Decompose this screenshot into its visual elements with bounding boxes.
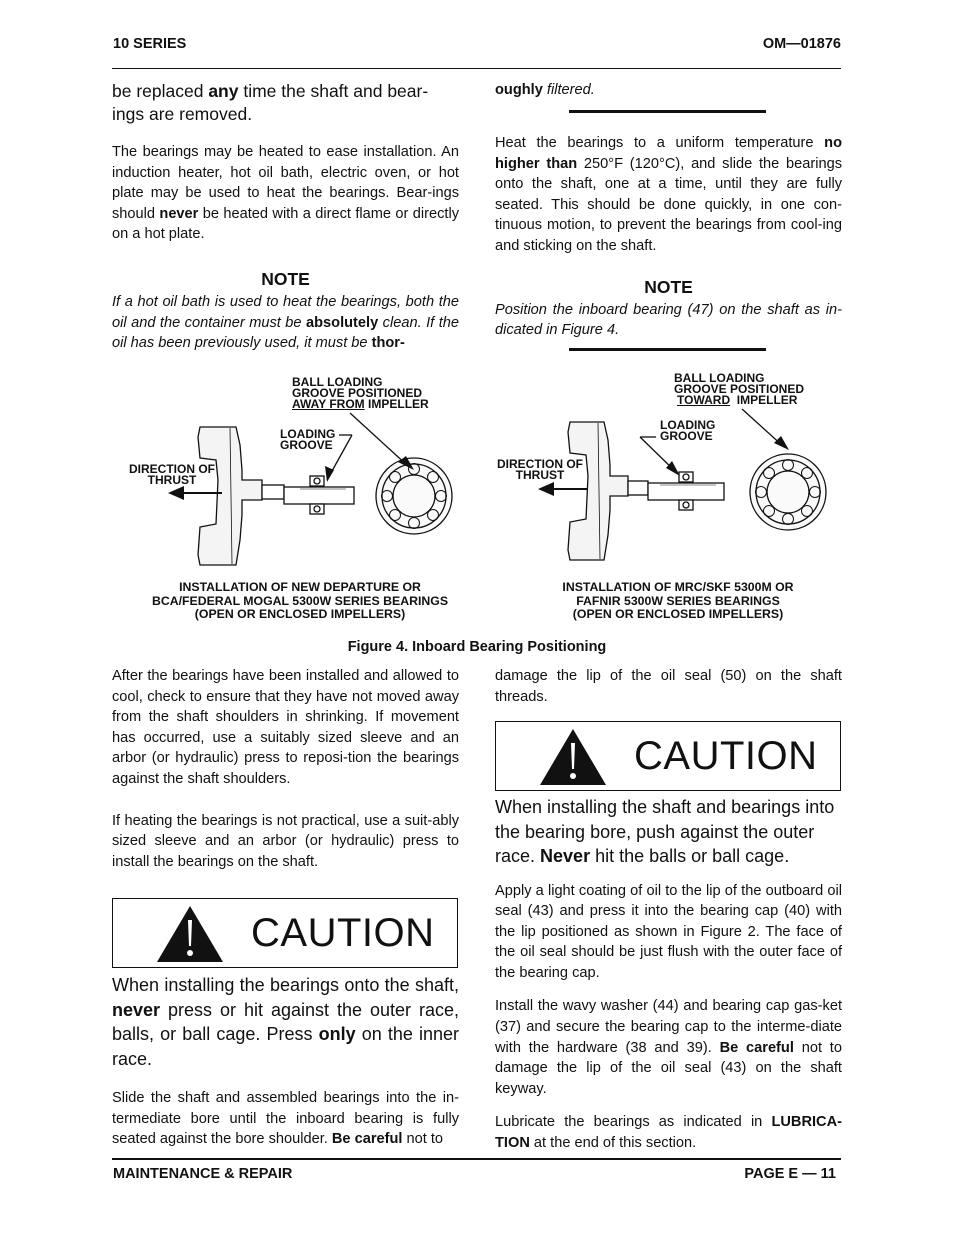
paragraph-damage-seal: damage the lip of the oil seal (50) on the shaft threads. (495, 668, 842, 705)
caution-heading: CAUTION (251, 911, 435, 955)
label-ball-loading-left: BALL LOADING GROOVE POSITIONED AWAY FROM IMPELLER (292, 375, 429, 411)
footer-rule (112, 1158, 841, 1160)
paragraph-replace: be replaced any time the shaft and bear-ings are removed. (112, 81, 429, 124)
caution-text-bearings: When installing the bearings onto the shaft, never press or hit against the outer race, balls, or ball cage. Press only on the inner race. (112, 975, 460, 1069)
label-ball-loading-right: BALL LOADING GROOVE POSITIONED TOWARD IMPELLER (674, 371, 805, 407)
paragraph-heat-bearings: Heat the bearings to a uniform temperature no higher than 250°F (120°C), and slide the bearings onto the shaft, one at a time, until they are fully seated. This should be done quickly, in one con-tinuous motion, to prevent the bearings from cool-ing and sticking on the shaft. (495, 135, 842, 254)
note-title: NOTE (644, 276, 693, 297)
header-doc-number: OM—01876 (762, 36, 841, 52)
warning-triangle-icon (538, 727, 608, 787)
footer-page-number: PAGE E — 11 (744, 1166, 836, 1182)
caption-left-figure: INSTALLATION OF NEW DEPARTURE OR BCA/FEDERAL MOGAL 5300W SERIES BEARINGS (OPEN OR ENCLOSED IMPELLERS) (151, 580, 449, 621)
paragraph-after-install: After the bearings have been installed and allowed to cool, check to ensure that they have not moved away from the shaft shoulders in shrinking. If movement has occurred, use a suitably sized sleeve and an arbor (or hydraulic) press to reposi-tion the bearings against the shaft shoulders. (112, 668, 459, 787)
paragraph-oil-seal: Apply a light coating of oil to the lip of the outboard oil seal (43) and press it into the bearing cap (40) with the lip positioned as shown in Figure 2. The face of the oil seal should be just flush with the outer face of the bearing cap. (495, 882, 842, 981)
note-inboard: Position the inboard bearing (47) on the shaft as in-dicated in Figure 4. (495, 301, 842, 339)
note-continuation: oughly filtered. (495, 82, 595, 98)
caution-box-left (112, 898, 458, 968)
right-column-bottom (495, 666, 842, 707)
paragraph-heating-not-practical: If heating the bearings is not practical, use a suit-ably sized sleeve and an arbor (or hydraulic) press to install the bearings on the shaft. (112, 812, 459, 870)
caution-heading: CAUTION (634, 734, 818, 778)
paragraph-slide-shaft: Slide the shaft and assembled bearings into the in-termediate bore until the inboard bearing is fully seated against the bore shoulder. Be careful not to (112, 1090, 459, 1148)
label-thrust-left: DIRECTION OF THRUST (129, 462, 215, 487)
caution-text-shaft: When installing the shaft and bearings into the bearing bore, push against the outer race. Never hit the balls or ball cage. (495, 797, 835, 866)
header-series: 10 SERIES (113, 36, 187, 52)
label-thrust-right: DIRECTION OF THRUST (497, 457, 583, 482)
right-caution-text (495, 795, 842, 1154)
paragraph-wavy-washer: Install the wavy washer (44) and bearing cap gas-ket (37) and secure the bearing cap to the interme-diate with the hardware (38 and 39). Be careful not to damage the lip of the oil seal (43) on the shaft keyway. (495, 998, 842, 1097)
label-loading-groove-right: LOADING GROOVE (660, 418, 716, 443)
note-oil-bath: If a hot oil bath is used to heat the bearings, both the oil and the container must be absolutely clean. If the oil has been previously used, it must be thor- (112, 293, 459, 352)
warning-triangle-icon (155, 904, 225, 964)
label-loading-groove-left: LOADING GROOVE (280, 427, 336, 452)
caution-box-right (495, 721, 841, 791)
note-title: NOTE (261, 268, 310, 289)
paragraph-heating: The bearings may be heated to ease installation. An induction heater, hot oil bath, electric oven, or hot plate may be used to heat the bearings. Bear-ings should never be heated with a direct flame or directly on a hot plate. (112, 144, 460, 243)
footer-section: MAINTENANCE & REPAIR (113, 1166, 293, 1182)
caption-right-figure: INSTALLATION OF MRC/SKF 5300M OR FAFNIR 5300W SERIES BEARINGS (OPEN OR ENCLOSED IMPELLERS) (562, 580, 794, 621)
left-column-bottom (112, 666, 459, 872)
figure-title: Figure 4. Inboard Bearing Positioning (347, 639, 607, 655)
left-caution-text (112, 973, 459, 1150)
paragraph-lubricate: Lubricate the bearings as indicated in LUBRICA-TION at the end of this section. (495, 1114, 842, 1152)
